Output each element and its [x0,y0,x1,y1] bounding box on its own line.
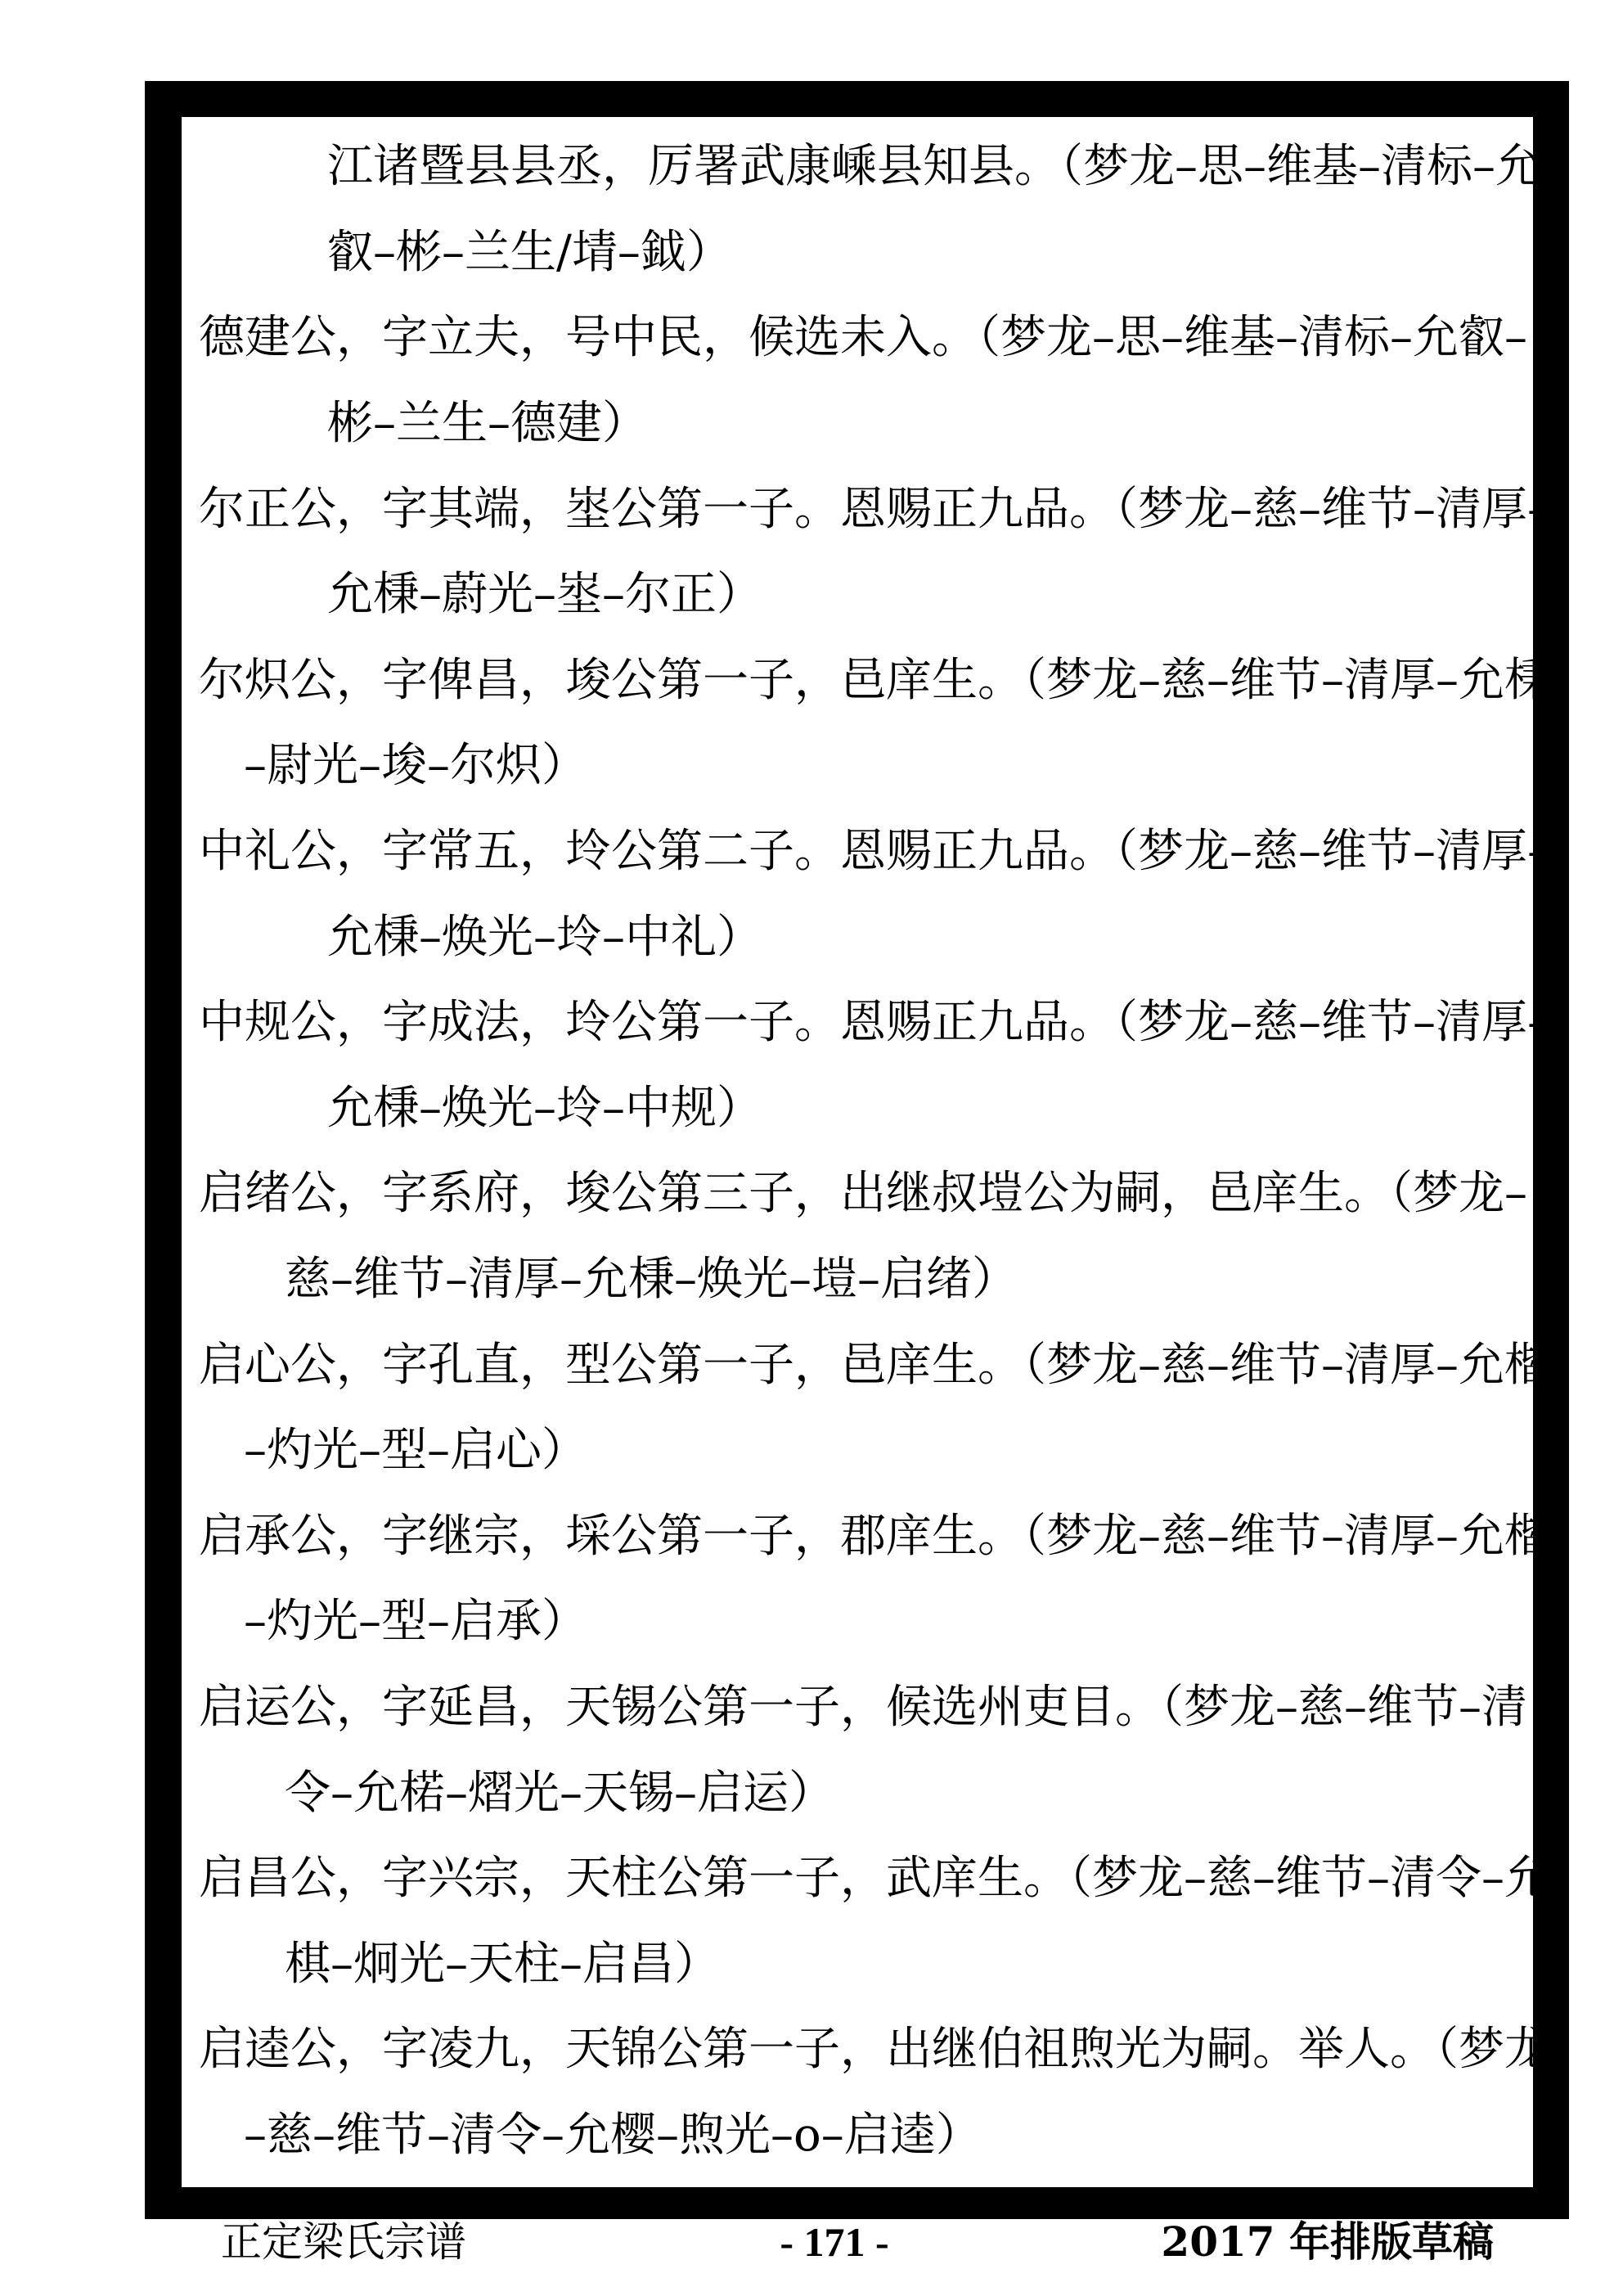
text-line: 启承公，字继宗，埰公第一子，郡庠生。（梦龙–慈–维节–清厚–允楷 [199,1510,1550,1563]
text-line: –灼光–型–启承） [244,1595,587,1648]
text-line: 令–允楉–熠光–天锡–启运） [285,1767,834,1820]
footer-draft-note: 2017 年排版草稿 [1161,2217,1494,2266]
text-line: 中规公，字成法，坽公第一子。恩赐正九品。（梦龙–慈–维节–清厚– [199,996,1550,1049]
text-line: 尔正公，字其端，埊公第一子。恩赐正九品。（梦龙–慈–维节–清厚– [199,483,1550,536]
text-line: 启运公，字延昌，天锡公第一子，候选州吏目。（梦龙–慈–维节–清 [199,1681,1527,1734]
text-line: 启绪公，字系府，埈公第三子，出继叔塏公为嗣，邑庠生。（梦龙– [199,1167,1527,1220]
text-line: 彬–兰生–德建） [327,397,648,450]
text-line: 叡–彬–兰生/埥–鉞） [327,226,732,279]
text-line: 棋–炯光–天柱–启昌） [285,1938,720,1991]
text-line: 江诸暨县县丞，厉署武康嵊县知县。（梦龙–思–维基–清标–允 [327,140,1541,193]
text-line: 启逵公，字凌九，天锦公第一子，出继伯祖煦光为嗣。举人。（梦龙 [199,2023,1550,2076]
text-line: 启昌公，字兴宗，天柱公第一子，武庠生。（梦龙–慈–维节–清令–允 [199,1852,1550,1905]
footer-book-title: 正定梁氏宗谱 [221,2218,466,2266]
text-line: –灼光–型–启心） [244,1424,587,1477]
text-line: 中礼公，字常五，坽公第二子。恩赐正九品。（梦龙–慈–维节–清厚– [199,825,1550,878]
text-line: –尉光–埈–尔炽） [244,739,587,792]
text-line: 尔炽公，字俾昌，埈公第一子，邑庠生。（梦龙–慈–维节–清厚–允棅 [199,654,1550,707]
footer-page-number: - 171 - [780,2219,889,2265]
text-line: –慈–维节–清令–允樱–煦光–o–启逵） [244,2109,982,2162]
text-line: 启心公，字孔直，型公第一子，邑庠生。（梦龙–慈–维节–清厚–允楷 [199,1339,1550,1392]
text-line: 德建公，字立夫，号中民，候选未入。（梦龙–思–维基–清标–允叡– [199,311,1527,364]
text-line: 慈–维节–清厚–允棅–焕光–塏–启绪） [285,1253,1018,1306]
text-line: 允棅–焕光–坽–中礼） [327,911,762,964]
text-line: 允棅–焕光–坽–中规） [327,1082,762,1135]
text-line: 允棅–蔚光–埊–尔正） [327,568,762,621]
